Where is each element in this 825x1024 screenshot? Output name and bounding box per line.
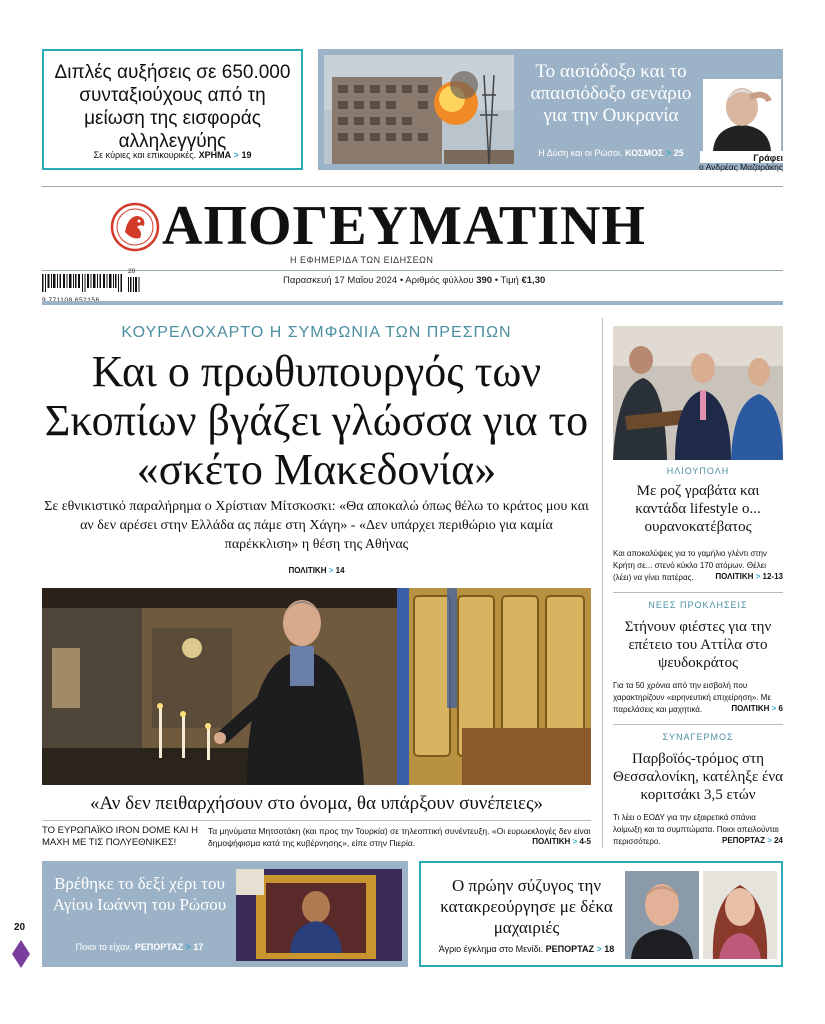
ref-section: ΡΕΠΟΡΤΑΖ	[134, 942, 184, 952]
author-label: Γράφει	[700, 151, 783, 163]
victim-photo	[703, 871, 777, 959]
page-number: 20	[14, 922, 26, 933]
icon-relic-photo	[236, 869, 402, 961]
barcode	[42, 268, 142, 304]
teaser-relic-ref	[52, 941, 227, 953]
ref-page: 24	[774, 836, 783, 845]
teaser-crime-sub: Άγριο έγκλημα στο Μενίδι.	[438, 944, 544, 954]
teaser-relic-sub: Ποιοι το είχαν.	[75, 942, 133, 952]
teaser-crime-ref	[429, 943, 624, 955]
teaser-ukraine-title: Το αισιόδοξο και το απαισιόδοξο σενάριο για την Ουκρανία	[530, 61, 692, 126]
side1-kicker: ΗΛΙΟΥΠΟΛΗ	[666, 466, 730, 476]
issue-date: Παρασκευή 17 Μαΐου 2024 • Αριθμός φύλλου	[283, 275, 474, 286]
diamond-icon	[12, 940, 30, 968]
side1-body: Και αποκαλύψεις για το γαμήλιο γλέντι στην Κρήτη σε... στενό κύκλο 170 ατόμων. Θέλει (λέει) να γίνει πατέρας.	[613, 549, 767, 582]
ref-section: ΠΟΛΙΤΙΚΗ	[731, 704, 770, 713]
ref-section: ΧΡΗΜΑ	[198, 150, 232, 160]
masthead-rule-bottom	[42, 301, 783, 305]
ref-page: 4-5	[579, 837, 591, 846]
author-name: ο Ανδρέας Μαζαράκης	[698, 162, 783, 172]
ref-arrow-icon: >	[596, 944, 602, 954]
teaser-pensions[interactable]	[42, 49, 303, 170]
side2-body: Για τα 50 χρόνια από την εισβολή που χαρακτηρίζουν «ειρηνευτική επιχείρηση». Με παρελάσεις και μαχητικά.	[613, 681, 772, 714]
logo-emblem-icon	[110, 202, 160, 252]
barcode-issue: 20	[128, 268, 136, 275]
masthead-subtitle: Η ΕΦΗΜΕΡΙΔΑ ΤΩΝ ΕΙΔΗΣΕΩΝ	[290, 255, 434, 265]
photo-ref	[208, 837, 591, 846]
price: €1,30	[521, 275, 546, 286]
side3-ref	[613, 836, 783, 845]
teaser-relic[interactable]	[42, 861, 408, 967]
ref-arrow-icon: >	[185, 942, 191, 952]
ref-arrow-icon: >	[771, 704, 777, 713]
ref-section: ΠΟΛΙΤΙΚΗ	[532, 837, 571, 846]
war-photo	[324, 55, 514, 164]
side2-headline[interactable]: Στήνουν φιέστες για την επέτειο του Αττίλα στο ψευδοκράτος	[624, 619, 772, 671]
teaser-ukraine-sub: Η Δύση και οι Ρώσοι.	[538, 148, 623, 158]
ref-arrow-icon: >	[328, 566, 334, 575]
side2-kicker: ΝΕΕΣ ΠΡΟΚΛΗΣΕΙΣ	[648, 600, 748, 610]
ref-arrow-icon: >	[767, 836, 772, 845]
ref-section: ΡΕΠΟΡΤΑΖ	[545, 944, 594, 954]
ref-section: ΠΟΛΙΤΙΚΗ	[288, 566, 327, 575]
photo-left-caption[interactable]: ΤΟ ΕΥΡΩΠΑΪΚΟ IRON DOME ΚΑΙ Η ΜΑΧΗ ΜΕ ΤΙΣ ΠΟΛΥΕΘΝΙΚΕΣ!	[42, 825, 199, 848]
teaser-ukraine-ref	[521, 147, 701, 159]
ref-page: 14	[335, 566, 345, 575]
teaser-pensions-ref	[54, 149, 291, 161]
ref-page: 6	[778, 704, 783, 713]
ref-section: ΠΟΛΙΤΙΚΗ	[715, 572, 754, 581]
ref-page: 18	[604, 944, 615, 954]
lifestyle-photo[interactable]	[613, 326, 783, 460]
lead-kicker: ΚΟΥΡΕΛΟΧΑΡΤΟ Η ΣΥΜΦΩΝΙΑ ΤΩΝ ΠΡΕΣΠΩΝ	[121, 324, 512, 341]
column-divider	[602, 318, 603, 848]
lead-deck: Σε εθνικιστικό παραλήρημα ο Χρίστιαν Μίτσκοσκι: «Θα αποκαλώ όπως θέλω το κράτος μου και αν δεν αρέσει στην Ελλάδα ας πάμε στη Χάγη» - «Δεν υπάρχει περιθώριο για καμία παρέκκλιση» η θέση της Αθήνας	[44, 499, 589, 552]
photo-body: Τα μηνύματα Μητσοτάκη (και προς την Τουρκία) σε τηλεοπτική συνέντευξη. «Οι ευρωεκλογές δεν είναι δημοψήφισμα κατά της κυβέρνησης», είπε στην Πιερία.	[208, 826, 591, 848]
ref-page: 19	[241, 150, 252, 160]
ref-page: 17	[193, 942, 204, 952]
ref-arrow-icon: >	[665, 148, 672, 158]
side2-ref	[613, 704, 783, 713]
ref-section: ΚΟΣΜΟΣ	[625, 148, 664, 158]
side3-body: Τι λέει ο ΕΟΔΥ για την εξαιρετικά σπάνια λοίμωξη και τα συμπτώματα. Ποιοι απειλούνται περισσότερο.	[613, 813, 779, 846]
masthead-rule-top	[42, 186, 783, 187]
ref-section: ΡΕΠΟΡΤΑΖ	[721, 836, 765, 845]
side1-headline[interactable]: Με ροζ γραβάτα και καντάδα lifestyle ο... ουρανοκατέβατος	[635, 483, 761, 535]
price-label: • Τιμή	[494, 275, 519, 286]
issue-number: 390	[476, 275, 493, 286]
side1-ref	[613, 572, 783, 581]
barcode-icon	[42, 274, 142, 292]
issue-line	[283, 275, 545, 286]
side3-headline[interactable]: Παρβοϊός-τρόμος στη Θεσσαλονίκη, κατέληξε ένα κοριτσάκι 3,5 ετών	[613, 751, 783, 803]
lead-ref	[42, 566, 591, 575]
ref-arrow-icon: >	[572, 837, 578, 846]
masthead-rule-mid	[42, 270, 783, 271]
ref-page: 25	[673, 148, 684, 158]
photo-quote[interactable]: «Αν δεν πειθαρχήσουν στο όνομα, θα υπάρξουν συνέπειες»	[89, 793, 544, 814]
side-divider	[613, 592, 783, 593]
teaser-pensions-sub: Σε κύριες και επικουρικές.	[93, 150, 197, 160]
lead-headline[interactable]: Και ο πρωθυπουργός των Σκοπίων βγάζει γλώσσα για το «σκέτο Μακεδονία»	[44, 347, 589, 494]
teaser-relic-title: Βρέθηκε το δεξί χέρι του Αγίου Ιωάννη του Ρώσου	[52, 874, 227, 914]
ref-arrow-icon: >	[233, 150, 239, 160]
side-divider	[613, 724, 783, 725]
side3-kicker: ΣΥΝΑΓΕΡΜΟΣ	[662, 732, 734, 742]
ref-arrow-icon: >	[755, 572, 761, 581]
teaser-crime-title: Ο πρώην σύζυγος την κατακρεούργησε με δέκα μαχαιριές	[440, 876, 613, 937]
suspect-photo	[625, 871, 699, 959]
teaser-crime[interactable]	[419, 861, 783, 967]
church-photo[interactable]	[42, 588, 591, 785]
teaser-pensions-title: Διπλές αυξήσεις σε 650.000 συνταξιούχους από τη μείωση της εισφοράς αλληλεγγύης	[54, 62, 291, 152]
masthead-title[interactable]: ΑΠΟΓΕΥΜΑΤΙΝΗ	[162, 195, 646, 257]
quote-divider	[42, 820, 591, 821]
ref-page: 12-13	[762, 572, 783, 581]
columnist-photo	[703, 79, 781, 151]
